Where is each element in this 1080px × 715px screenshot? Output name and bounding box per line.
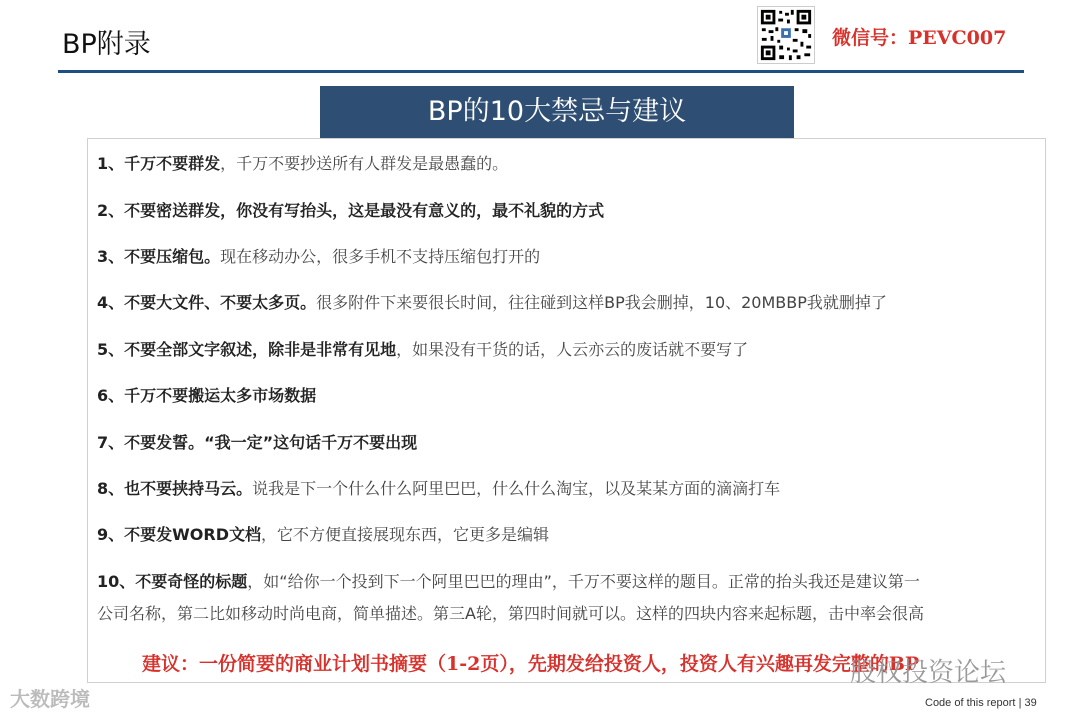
suggestion-text: 建议：一份简要的商业计划书摘要（1-2页），先期发给投资人，投资人有兴趣再发完整的BP [142,653,920,675]
list-item: 2、不要密送群发，你没有写抬头，这是最没有意义的，最不礼貌的方式 [97,201,605,220]
list-item: 4、不要大文件、不要太多页。很多附件下来要很长时间，往往碰到这样BP我会删掉，10、20MBBP我就删掉了 [97,293,887,312]
list-item: 6、千万不要搬运太多市场数据 [97,386,317,405]
watermark-left: 大数跨境 [10,687,90,711]
list-item: 8、也不要挟持马云。说我是下一个什么什么阿里巴巴，什么什么淘宝，以及某某方面的滴滴打车 [97,479,781,498]
qr-code-icon [757,6,815,64]
header-divider [58,70,1024,73]
page-number: | 39 [1018,697,1037,709]
footer-label: Code of this report [925,697,1016,709]
list-item: 10、不要奇怪的标题，如“给你一个投到下一个阿里巴巴的理由”，千万不要这样的题目。正常的抬头我还是建议第一 [97,572,920,591]
section-banner: BP的10大禁忌与建议 [320,86,794,138]
list-item: 公司名称，第二比如移动时尚电商，简单描述。第三A轮，第四时间就可以。这样的四块内容来起标题，击中率会很高 [97,604,924,623]
wechat-id: 微信号：PEVC007 [832,27,1007,49]
footer [925,697,1037,709]
list-item: 9、不要发WORD文档，它不方便直接展现东西，它更多是编辑 [97,525,550,544]
list-item: 5、不要全部文字叙述，除非是非常有见地，如果没有干货的话，人云亦云的废话就不要写了 [97,340,749,359]
list-item: 3、不要压缩包。现在移动办公，很多手机不支持压缩包打开的 [97,247,541,266]
watermark-right: 股权投资论坛 [850,658,1007,688]
list-item: 1、千万不要群发，千万不要抄送所有人群发是最愚蠢的。 [97,154,509,173]
list-item: 7、不要发誓。“我一定”这句话千万不要出现 [97,433,418,452]
page-title: BP附录 [62,29,151,60]
